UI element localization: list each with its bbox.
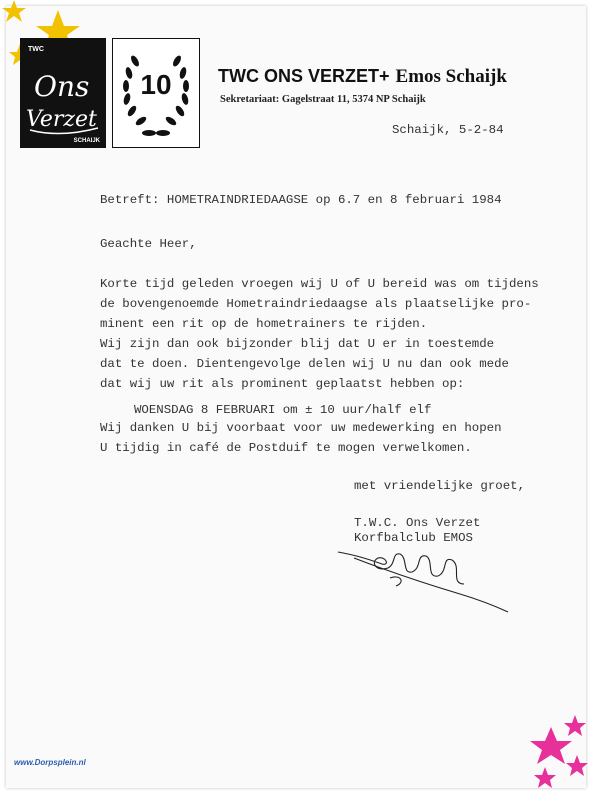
yellow-star-icon — [2, 0, 26, 22]
organization-title — [218, 66, 507, 88]
body-line: Korte tijd geleden vroegen wij U of U bereid was om tijdens — [100, 277, 539, 291]
closing-line: U tijdig in café de Postduif te mogen verwelkomen. — [100, 441, 472, 455]
logo-script-art — [20, 38, 106, 148]
body-line: Wij zijn dan ook bijzonder blij dat U er in toestemde — [100, 337, 495, 351]
logo-twc-text: TWC — [28, 46, 44, 53]
subject-line: Betreft: HOMETRAINDRIEDAAGSE op 6.7 en 8 februari 1984 — [100, 193, 502, 207]
logo-schaijk-text: SCHAIJK — [73, 138, 100, 144]
body-line: minent een rit op de hometrainers te rijden. — [100, 317, 428, 331]
closing-line: Wij danken U bij voorbaat voor uw medewerking en hopen — [100, 421, 502, 435]
jubilee-logo — [112, 38, 200, 148]
org-name-primary: TWC ONS VERZET+ — [218, 66, 390, 86]
pink-star-icon — [534, 767, 556, 788]
pink-star-icon — [566, 755, 588, 776]
place-date: Schaijk, 5-2-84 — [392, 123, 504, 137]
body-line: dat wij uw rit als prominent geplaatst hebben op: — [100, 377, 465, 391]
jubilee-number: 10 — [140, 69, 172, 100]
ons-verzet-logo — [20, 38, 106, 148]
handwritten-signature — [330, 538, 520, 620]
pink-star-icon — [564, 715, 586, 736]
star-decoration-bottom — [515, 705, 595, 794]
logo-script-verzet: Verzet — [26, 107, 97, 132]
body-line: dat te doen. Dientengevolge delen wij U nu dan ook mede — [100, 357, 509, 371]
logo-script-ons: Ons — [34, 70, 90, 103]
org-name-secondary: Emos Schaijk — [395, 66, 507, 87]
sender-line-1: T.W.C. Ons Verzet — [354, 516, 481, 530]
site-watermark: www.Dorpsplein.nl — [14, 758, 86, 767]
letter-body — [100, 274, 539, 394]
closing-paragraph — [100, 418, 502, 458]
body-line: de bovengenoemde Hometraindriedaagse als plaatselijke pro- — [100, 297, 532, 311]
greeting: met vriendelijke groet, — [354, 479, 526, 493]
sender-line-2: Korfbalclub EMOS — [354, 531, 473, 545]
secretariat-address: Sekretariaat: Gagelstraat 11, 5374 NP Schaijk — [220, 94, 426, 105]
appointment-line: WOENSDAG 8 FEBRUARI om ± 10 uur/half elf — [134, 403, 432, 417]
pink-star-icon — [530, 727, 572, 764]
salutation: Geachte Heer, — [100, 237, 197, 251]
